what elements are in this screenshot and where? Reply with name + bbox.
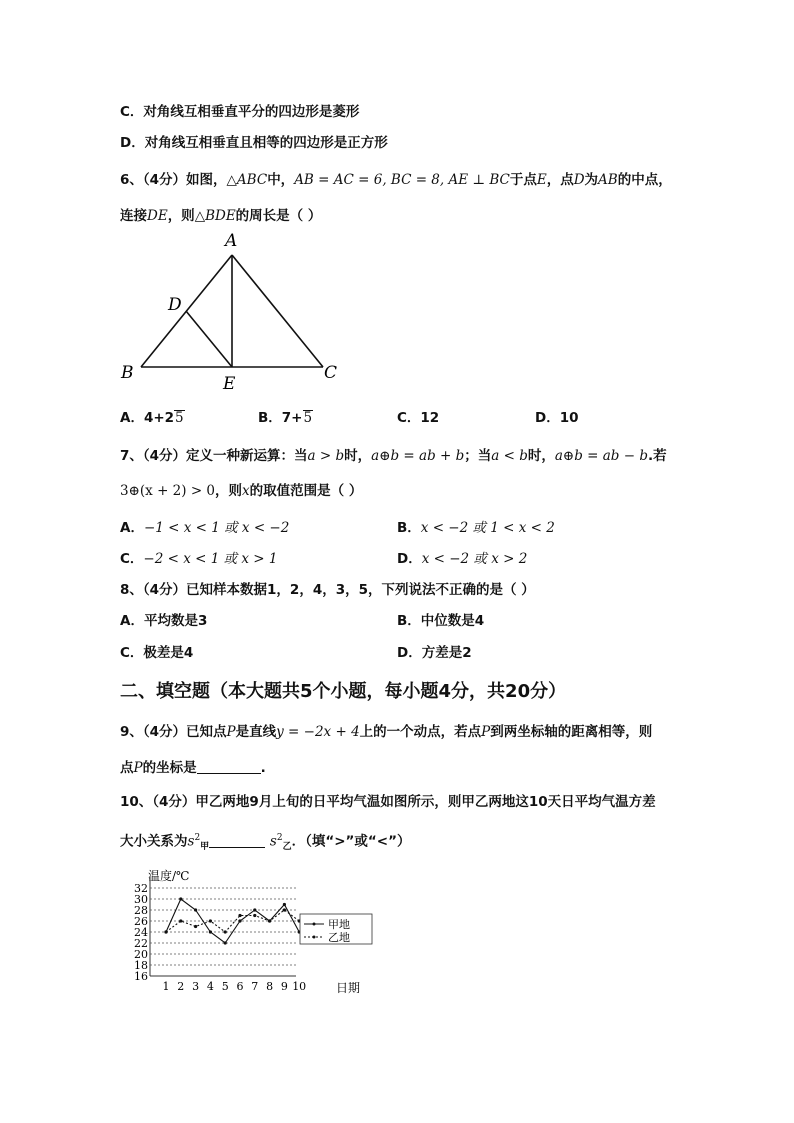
q8-text: 8、（4分）已知样本数据1，2，4，3，5，下列说法不正确的是（ ）	[120, 582, 535, 598]
q6-option-b: B．7+5	[258, 410, 313, 426]
chart-ytick-label: 24	[134, 926, 148, 939]
q8-option-a: A．平均数是3	[120, 613, 208, 629]
q9-line1: 9、（4分）已知点P是直线y = −2x + 4上的一个动点，若点P到两坐标轴的距离相等，则	[120, 724, 653, 740]
chart-point-jia	[253, 908, 256, 911]
chart-point-yi	[164, 930, 167, 933]
label-b: B	[121, 363, 134, 383]
option-c-prev: C．对角线互相垂直平分的四边形是菱形	[120, 104, 360, 120]
chart-point-yi	[224, 930, 227, 933]
q8-option-c: C．极差是4	[120, 645, 194, 661]
q10-line2: 大小关系为$s^2_甲$ $s^2_乙$．（填“>”或“<”）	[120, 833, 411, 853]
q6-line1: 6、（4分）如图，△ABC中，AB = AC = 6, BC = 8, AE ⊥ BC于点E，点D为AB的中点，	[120, 172, 672, 188]
chart-ytick-label: 20	[134, 948, 148, 961]
chart-point-yi	[283, 908, 286, 911]
chart-point-jia	[179, 897, 182, 900]
chart-point-jia	[194, 908, 197, 911]
side-ac	[232, 255, 323, 367]
chart-ytick-label: 22	[134, 937, 148, 950]
chart-ytick-label: 28	[134, 904, 148, 917]
chart-ylabel: 温度/℃	[148, 869, 190, 883]
chart-ytick-label: 16	[134, 970, 148, 983]
label-a: A	[225, 231, 238, 251]
chart-xtick-label: 2	[177, 980, 185, 993]
chart-point-jia	[224, 941, 227, 944]
q8-option-b: B．中位数是4	[397, 613, 485, 629]
chart-point-jia	[238, 919, 241, 922]
chart-xtick-label: 8	[266, 980, 274, 993]
chart-xlabel: 日期	[336, 981, 361, 995]
q9-answer-blank[interactable]	[197, 759, 261, 774]
q7-option-d: D．x < −2 或 x > 2	[397, 551, 528, 567]
chart-xtick-label: 7	[251, 980, 259, 993]
q10-line1: 10、（4分）甲乙两地9月上旬的日平均气温如图所示，则甲乙两地这10天日平均气温方差	[120, 794, 656, 810]
chart-xtick-label: 4	[206, 980, 214, 993]
segment-de	[186, 311, 232, 367]
chart-point-yi	[268, 919, 271, 922]
option-d-prev: D．对角线互相垂直且相等的四边形是正方形	[120, 135, 388, 151]
label-c: C	[324, 363, 338, 383]
q6-triangle-figure	[115, 228, 355, 398]
q8-option-d: D．方差是2	[397, 645, 472, 661]
chart-ytick-label: 18	[134, 959, 148, 972]
label-d: D	[168, 295, 182, 315]
q7-option-c: C．−2 < x < 1 或 x > 1	[120, 551, 278, 567]
chart-xtick-label: 9	[280, 980, 288, 993]
chart-point-jia	[209, 930, 212, 933]
q9-line2: 点P的坐标是 .	[120, 760, 266, 776]
chart-legend-marker	[313, 923, 316, 926]
temperature-chart	[118, 862, 378, 998]
chart-point-yi	[209, 919, 212, 922]
chart-point-jia	[283, 903, 286, 906]
q7-option-a: A．−1 < x < 1 或 x < −2	[120, 520, 290, 536]
chart-ytick-label: 32	[134, 882, 148, 895]
q7-line2: 3⊕(x + 2) > 0，则x的取值范围是（ ）	[120, 483, 363, 499]
q10-answer-blank[interactable]	[209, 833, 265, 848]
chart-xtick-label: 5	[221, 980, 229, 993]
chart-xtick-label: 10	[292, 980, 307, 993]
q7-option-b: B．x < −2 或 1 < x < 2	[397, 520, 555, 536]
chart-ytick-label: 26	[134, 915, 148, 928]
q6-option-a: A．4+25	[120, 410, 184, 426]
chart-point-yi	[253, 914, 256, 917]
q6-option-d: D．10	[535, 410, 579, 426]
chart-point-yi	[179, 919, 182, 922]
q6-option-c: C．12	[397, 410, 440, 426]
chart-xtick-label: 3	[192, 980, 200, 993]
chart-legend-label: 乙地	[328, 931, 350, 944]
chart-legend-label: 甲地	[328, 918, 350, 931]
chart-point-yi	[194, 925, 197, 928]
chart-point-yi	[238, 914, 241, 917]
q6-line2: 连接DE，则△BDE的周长是（ ）	[120, 208, 322, 224]
section-title-fill-in: 二、填空题（本大题共5个小题，每小题4分，共20分）	[120, 681, 567, 702]
chart-xtick-label: 6	[236, 980, 244, 993]
label-e: E	[223, 374, 236, 394]
chart-legend-marker	[313, 936, 316, 939]
chart-xtick-label: 1	[162, 980, 170, 993]
q7-line1: 7、（4分）定义一种新运算：当a > b时，a⊕b = ab + b；当a < b时，a⊕b = ab − b.若	[120, 448, 667, 464]
chart-ytick-label: 30	[134, 893, 148, 906]
